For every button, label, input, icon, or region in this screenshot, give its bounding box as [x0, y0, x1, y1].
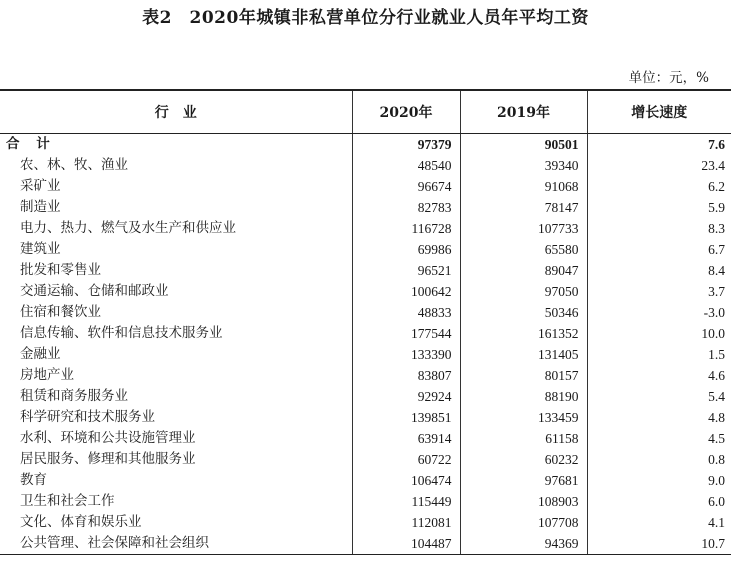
industry-name: 批发和零售业	[20, 261, 101, 278]
total-2019: 90501	[460, 133, 587, 155]
value-2020: 139851	[352, 407, 460, 428]
value-growth: -3.0	[587, 302, 731, 323]
value-2019: 80157	[460, 365, 587, 386]
value-2019: 107733	[460, 218, 587, 239]
value-growth: 9.0	[587, 470, 731, 491]
industry-name: 住宿和餐饮业	[20, 303, 101, 320]
value-2020: 48833	[352, 302, 460, 323]
table-body	[0, 133, 731, 554]
industry-name: 教育	[20, 471, 47, 488]
table-row	[0, 155, 731, 176]
value-2020: 96674	[352, 176, 460, 197]
value-2019: 60232	[460, 449, 587, 470]
table-row	[0, 365, 731, 386]
value-2019: 78147	[460, 197, 587, 218]
value-growth: 8.4	[587, 260, 731, 281]
header-2019: 2019年	[460, 90, 587, 133]
table-row	[0, 386, 731, 407]
value-growth: 5.9	[587, 197, 731, 218]
value-2020: 112081	[352, 512, 460, 533]
value-2020: 115449	[352, 491, 460, 512]
industry-name: 金融业	[20, 345, 61, 362]
value-2020: 92924	[352, 386, 460, 407]
value-2020: 133390	[352, 344, 460, 365]
industry-name: 卫生和社会工作	[20, 492, 115, 509]
value-growth: 10.7	[587, 533, 731, 555]
industry-name: 交通运输、仓储和邮政业	[20, 282, 169, 299]
value-2020: 100642	[352, 281, 460, 302]
value-2020: 60722	[352, 449, 460, 470]
value-2019: 108903	[460, 491, 587, 512]
value-2019: 39340	[460, 155, 587, 176]
value-2019: 161352	[460, 323, 587, 344]
table-row	[0, 260, 731, 281]
value-growth: 5.4	[587, 386, 731, 407]
total-2020: 97379	[352, 133, 460, 155]
table-row	[0, 239, 731, 260]
value-2020: 63914	[352, 428, 460, 449]
value-growth: 10.0	[587, 323, 731, 344]
industry-name: 采矿业	[20, 177, 61, 194]
table-row	[0, 407, 731, 428]
value-growth: 8.3	[587, 218, 731, 239]
value-2020: 96521	[352, 260, 460, 281]
value-2020: 104487	[352, 533, 460, 555]
header-2020: 2020年	[352, 90, 460, 133]
industry-name: 电力、热力、燃气及水生产和供应业	[20, 219, 236, 236]
value-growth: 0.8	[587, 449, 731, 470]
value-2019: 65580	[460, 239, 587, 260]
value-2019: 97681	[460, 470, 587, 491]
table-row	[0, 176, 731, 197]
value-growth: 6.7	[587, 239, 731, 260]
header-industry: 行 业	[0, 90, 352, 133]
industry-name: 租赁和商务服务业	[20, 387, 128, 404]
value-growth: 4.6	[587, 365, 731, 386]
value-2019: 89047	[460, 260, 587, 281]
industry-name: 农、林、牧、渔业	[20, 156, 128, 173]
value-2020: 83807	[352, 365, 460, 386]
industry-name: 制造业	[20, 198, 61, 215]
value-growth: 1.5	[587, 344, 731, 365]
value-2019: 91068	[460, 176, 587, 197]
total-label: 合 计	[6, 135, 56, 152]
value-growth: 3.7	[587, 281, 731, 302]
table-row	[0, 428, 731, 449]
value-2019: 88190	[460, 386, 587, 407]
value-2019: 131405	[460, 344, 587, 365]
value-2019: 94369	[460, 533, 587, 555]
value-growth: 23.4	[587, 155, 731, 176]
industry-name: 公共管理、社会保障和社会组织	[0, 533, 352, 555]
value-2020: 69986	[352, 239, 460, 260]
wage-table	[0, 89, 731, 555]
table-row	[0, 533, 731, 555]
total-growth: 7.6	[587, 133, 731, 155]
value-growth: 4.1	[587, 512, 731, 533]
unit-note: 单位：元，%	[628, 70, 709, 86]
industry-name: 信息传输、软件和信息技术服务业	[20, 324, 223, 341]
value-2019: 107708	[460, 512, 587, 533]
header-row	[0, 90, 731, 133]
value-2020: 48540	[352, 155, 460, 176]
value-2020: 82783	[352, 197, 460, 218]
header-growth: 增长速度	[587, 90, 731, 133]
table-row	[0, 218, 731, 239]
value-growth: 4.8	[587, 407, 731, 428]
industry-name: 房地产业	[20, 366, 74, 383]
industry-name: 水利、环境和公共设施管理业	[20, 429, 196, 446]
table-row	[0, 281, 731, 302]
table-row	[0, 449, 731, 470]
industry-name: 居民服务、修理和其他服务业	[20, 450, 196, 467]
table-row	[0, 344, 731, 365]
table-row	[0, 470, 731, 491]
table-row	[0, 323, 731, 344]
industry-name: 科学研究和技术服务业	[20, 408, 155, 425]
value-growth: 6.0	[587, 491, 731, 512]
industry-name: 文化、体育和娱乐业	[20, 513, 142, 530]
total-row	[0, 133, 731, 155]
value-2019: 97050	[460, 281, 587, 302]
value-2020: 106474	[352, 470, 460, 491]
value-growth: 4.5	[587, 428, 731, 449]
value-2019: 133459	[460, 407, 587, 428]
table-row	[0, 302, 731, 323]
value-2020: 116728	[352, 218, 460, 239]
value-2019: 50346	[460, 302, 587, 323]
table-row	[0, 197, 731, 218]
table-title: 表2 2020年城镇非私营单位分行业就业人员年平均工资	[142, 8, 589, 28]
table-row	[0, 491, 731, 512]
value-growth: 6.2	[587, 176, 731, 197]
table-row	[0, 512, 731, 533]
value-2020: 177544	[352, 323, 460, 344]
industry-name: 建筑业	[20, 240, 61, 257]
value-2019: 61158	[460, 428, 587, 449]
